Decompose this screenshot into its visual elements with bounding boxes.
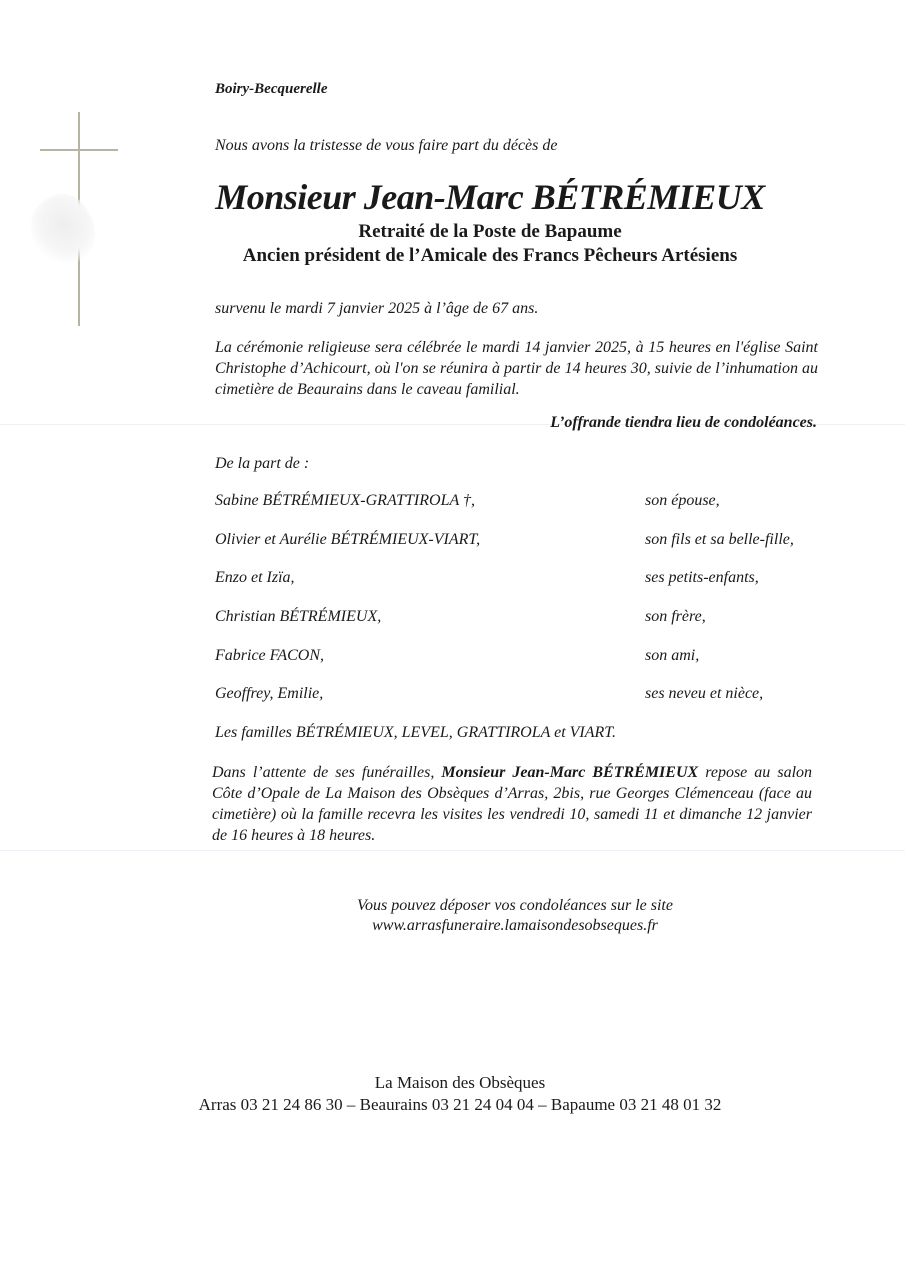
ceremony-paragraph: La cérémonie religieuse sera célébrée le mardi 14 janvier 2025, à 15 heures en l'église Saint Christophe d’Achicourt, où l'on se réunira à partir de 14 heures 30, suivie de l’inhumation au cimetière de Beaurains dans le caveau familial. — [215, 339, 818, 398]
family-name: Christian BÉTRÉMIEUX, — [215, 608, 382, 625]
families-line: Les familles BÉTRÉMIEUX, LEVEL, GRATTIROLA et VIART. — [215, 724, 617, 741]
family-relation: son épouse, — [645, 492, 720, 509]
family-relation: son ami, — [645, 647, 700, 664]
offering-note: L’offrande tiendra lieu de condoléances. — [550, 414, 817, 431]
scan-artifact — [0, 850, 905, 851]
family-relation: son fils et sa belle-fille, — [645, 531, 794, 548]
family-row — [215, 531, 815, 549]
family-row — [215, 647, 815, 665]
family-row — [215, 685, 815, 703]
death-info: survenu le mardi 7 janvier 2025 à l’âge de 67 ans. — [215, 300, 539, 317]
wake-text-before: Dans l’attente de ses funérailles, — [212, 764, 442, 781]
footer-company: La Maison des Obsèques — [374, 1073, 546, 1092]
family-name: Olivier et Aurélie BÉTRÉMIEUX-VIART, — [215, 531, 481, 548]
family-row — [215, 492, 815, 510]
wake-deceased-name: Monsieur Jean-Marc BÉTRÉMIEUX — [441, 764, 699, 781]
family-row — [215, 608, 815, 626]
family-relation: ses petits-enfants, — [645, 569, 759, 586]
family-relation: son frère, — [645, 608, 706, 625]
condolences-text: Vous pouvez déposer vos condoléances sur le site — [357, 897, 673, 914]
location: Boiry-Becquerelle — [215, 81, 328, 97]
wake-paragraph — [212, 762, 812, 846]
deceased-name: Monsieur Jean-Marc BÉTRÉMIEUX — [215, 177, 765, 217]
family-name: Geoffrey, Emilie, — [215, 685, 324, 702]
family-name: Sabine BÉTRÉMIEUX-GRATTIROLA †, — [215, 492, 475, 509]
title-line-2: Ancien président de l’Amicale des Francs Pêcheurs Artésiens — [242, 245, 738, 266]
family-name: Enzo et Izïa, — [215, 569, 295, 586]
condolences-block — [300, 896, 730, 936]
from-label: De la part de : — [215, 455, 310, 472]
title-line-1: Retraité de la Poste de Bapaume — [358, 221, 622, 242]
footer — [100, 1072, 820, 1116]
family-row — [215, 569, 815, 587]
family-name: Fabrice FACON, — [215, 647, 325, 664]
intro-text: Nous avons la tristesse de vous faire part du décès de — [215, 137, 558, 154]
dove-icon — [19, 184, 108, 276]
cross-bar — [40, 149, 118, 151]
wake-text-after: repose au salon Côte d’Opale de La Maison des Obsèques d’Arras, 2bis, rue Georges Clémenceau (face au cimetière) où la famille recevra les visites les vendredi 10, samedi 11 et dimanche 12 janvier de 16 heures à 18 heures. — [212, 764, 813, 844]
footer-phones: Arras 03 21 24 86 30 – Beaurains 03 21 24 04 04 – Bapaume 03 21 48 01 32 — [198, 1095, 722, 1114]
family-relation: ses neveu et nièce, — [645, 685, 764, 702]
condolences-url[interactable]: www.arrasfuneraire.lamaisondesobseques.fr — [372, 917, 658, 934]
